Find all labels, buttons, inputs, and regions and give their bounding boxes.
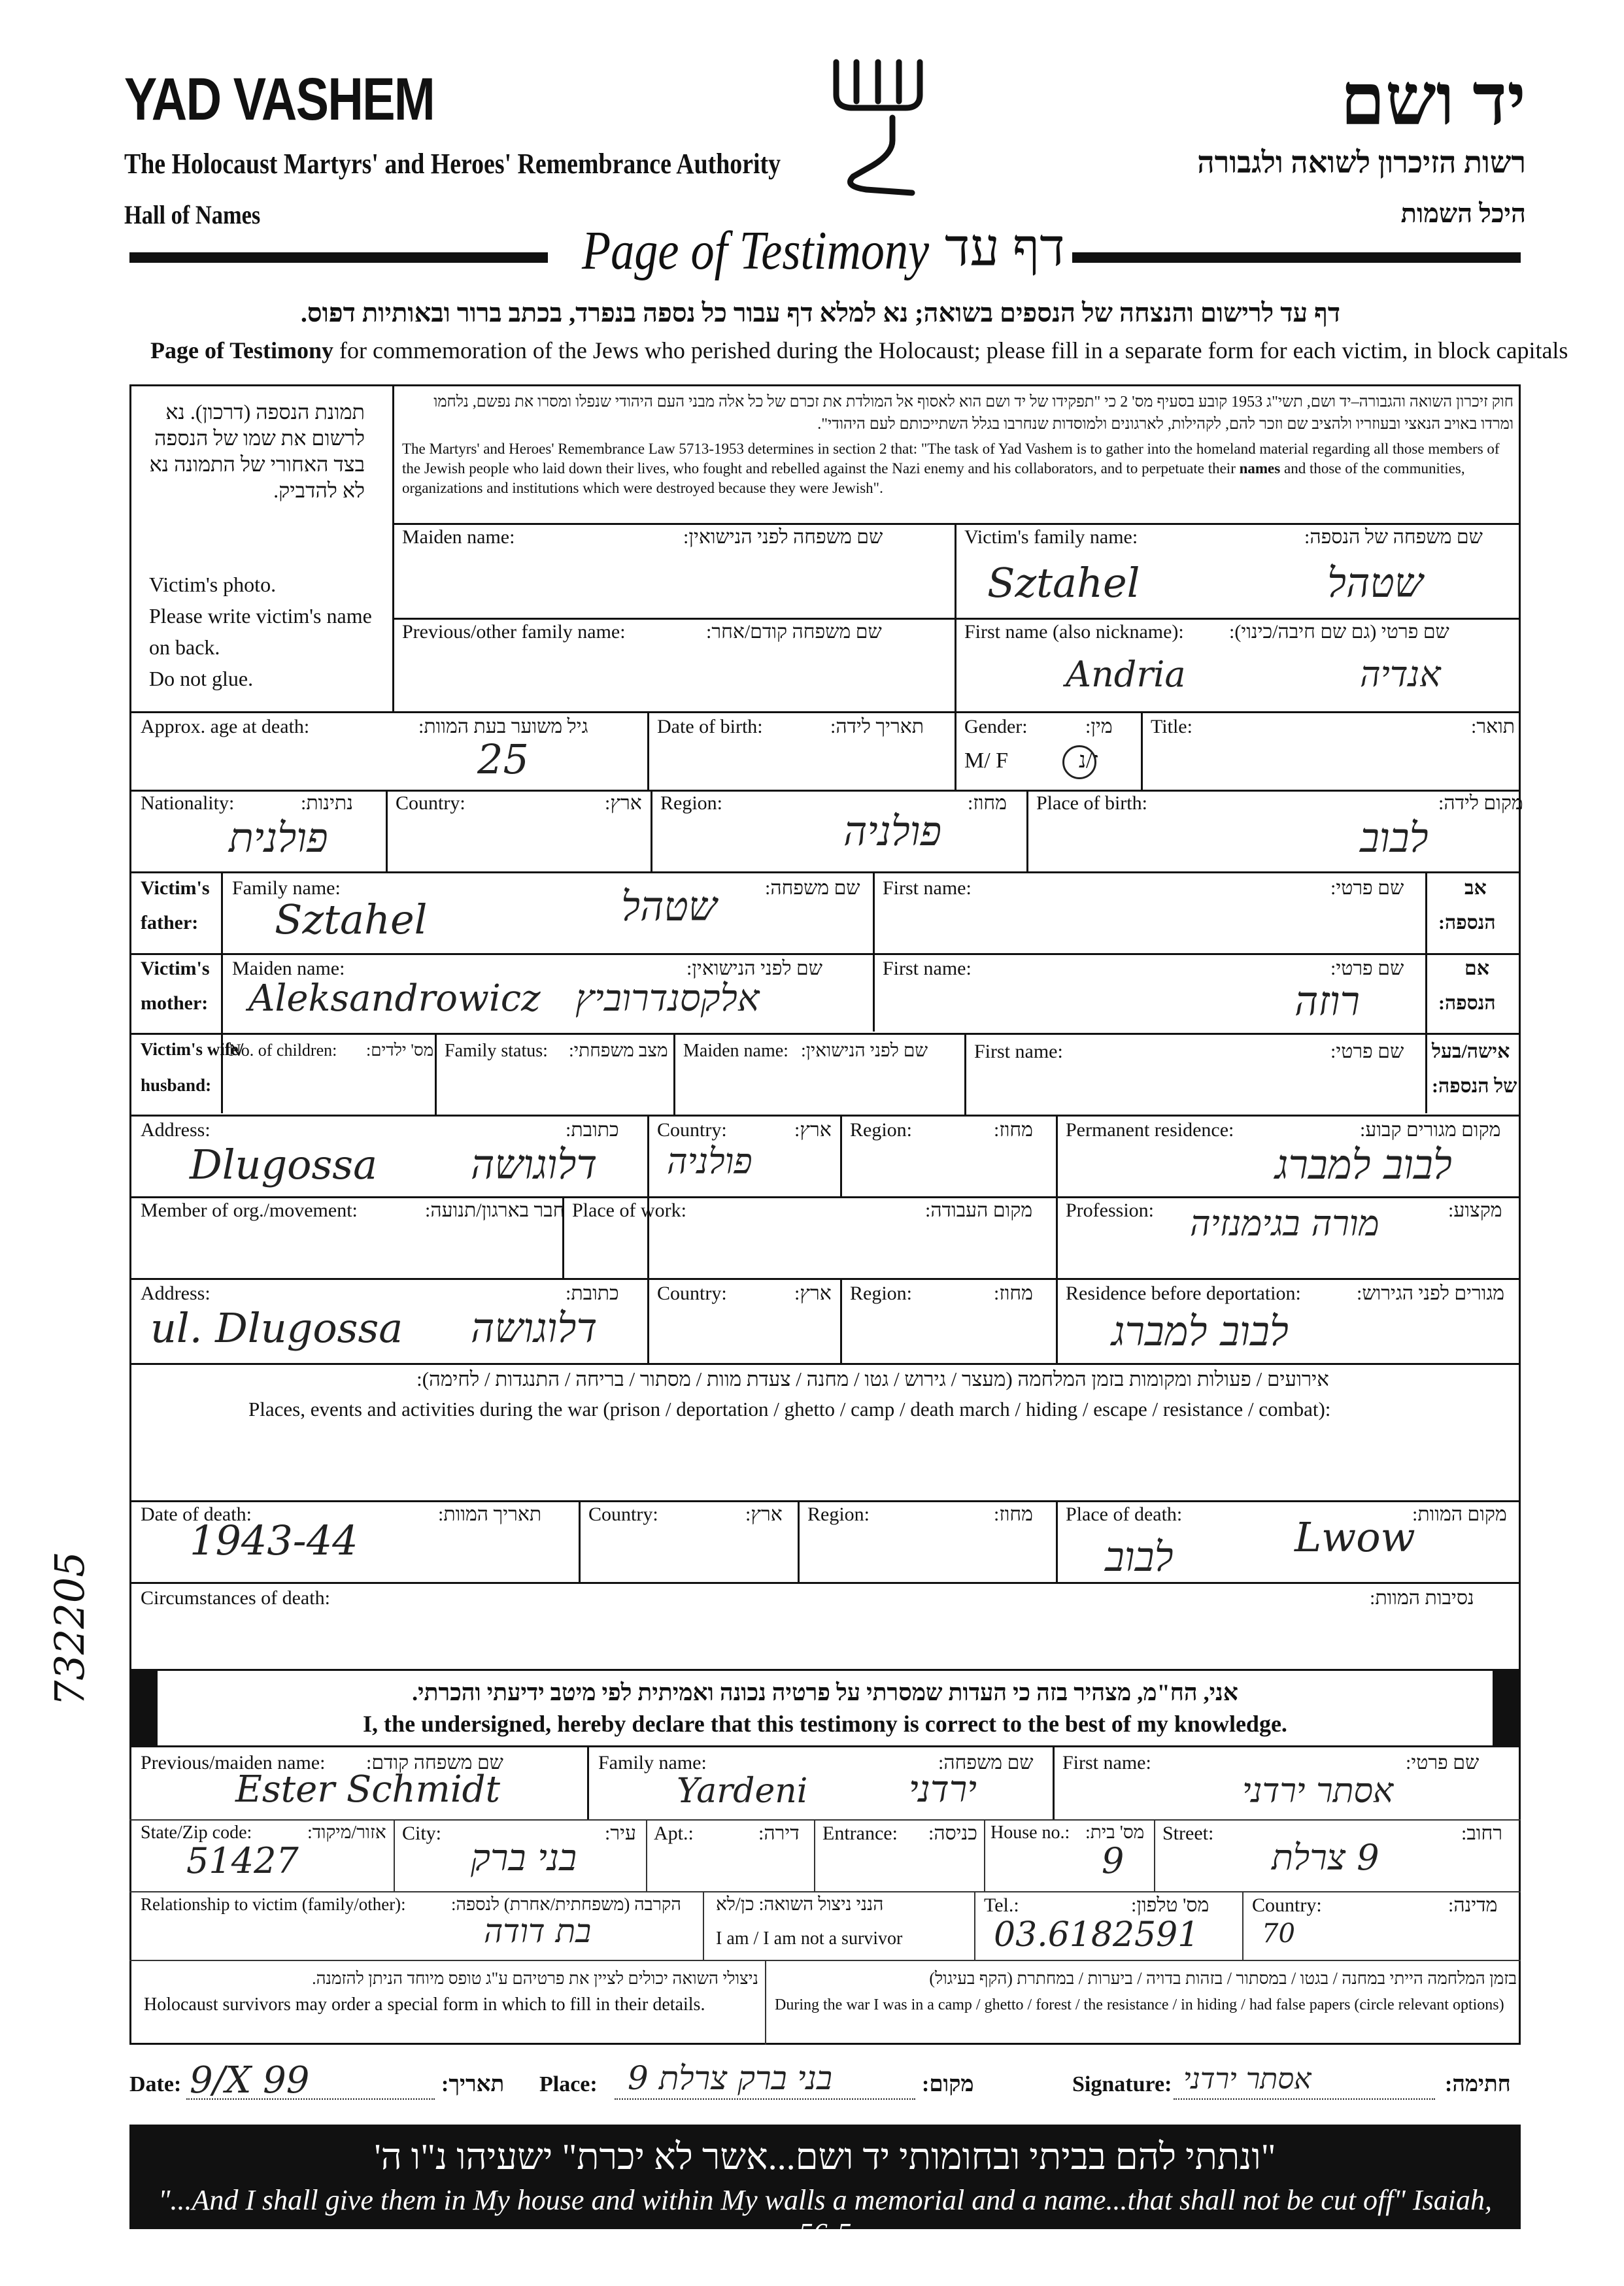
address-label-he: כתובת: (566, 1119, 619, 1141)
gender-label-he: מין: (1085, 716, 1113, 737)
address-country-label-he: ארץ: (794, 1119, 832, 1141)
mother-victims-label: Victim's (141, 958, 210, 979)
death-region-label-he: מחוז: (994, 1504, 1033, 1525)
footer-quote-en: "...And I shall give them in My house and within My walls a memorial and a name...that shall not be cut off" Isaiah, 56:5 (158, 2184, 1492, 2249)
father-label: father: (141, 912, 199, 933)
mother-maiden-name-he: אלקסנדרוביץ (575, 977, 760, 1020)
nationality-label: Nationality: (141, 792, 235, 814)
spouse-first-label: First name: (974, 1041, 1063, 1062)
pob-label: Place of birth: (1036, 792, 1147, 814)
mother-maiden-label: Maiden name: (232, 958, 345, 979)
gender-circle-mark (1062, 745, 1096, 779)
circumstances-label-he: נסיבות המוות: (1370, 1587, 1474, 1609)
father-he-label-2: הנספה: (1438, 912, 1496, 933)
footer-banner (129, 2125, 1521, 2249)
place-label: Place: (539, 2072, 598, 2096)
first-name-label: First name (also nickname): (964, 621, 1184, 643)
region-label: Region: (660, 792, 722, 814)
victim-address2: ul. Dlugossa (150, 1304, 403, 1352)
children-label: No. of children: (229, 1041, 337, 1060)
city-label: City: (402, 1823, 442, 1844)
circumstances-label: Circumstances of death: (141, 1587, 330, 1609)
perm-residence: לבוב למברג (1275, 1141, 1452, 1188)
wife-label-1: Victim's wife/ (141, 1039, 244, 1059)
yad-vashem-logo-icon (827, 56, 928, 206)
address-country-label: Country: (657, 1119, 727, 1141)
submitter-relationship: בת דודה (484, 1912, 592, 1950)
submitter-tel: 03.6182591 (994, 1915, 1200, 1955)
submitter-family-label: Family name: (598, 1752, 707, 1773)
death-country-label: Country: (588, 1504, 658, 1525)
org-name-en: YAD VASHEM (124, 66, 435, 133)
submitter-family-name-he: ירדני (909, 1768, 977, 1811)
victim-first-name: Andria (1066, 654, 1186, 695)
law-text-he: חוק זיכרון השואה והגבורה–יד ושם, תשי"ג 1953 קובע בסעיף מס' 2 כי "תפקידו של יד ושם הוא לאסוף אל המולדת את זכרם של כל אלה מבני העם היהודי שנפלו ומסרו את נפשם, נלחמו ומרדו באויב הנאצי ובעוזריו ולהציב שם וזכר להם, לקהילות, לארגונים ולמוסדות שנחרבו בגלל השתייכותם לעם היהודי". (433, 394, 1514, 433)
submitter-country-label: Country: (1252, 1894, 1322, 1916)
family-status-label: Family status: (445, 1041, 548, 1061)
photo-instructions-he: תמונת הנספה (דרכון). נא לרשום את שמו של הנספה בצד האחורי של התמונה נא לא להדביק. (149, 400, 365, 502)
org-name-he: יד ושם (1340, 60, 1526, 140)
wife-he-label-2: של הנספה: (1432, 1075, 1517, 1097)
father-family-name: Sztahel (275, 896, 428, 943)
date-of-death: 1943-44 (190, 1517, 358, 1564)
date-label-he: תאריך: (441, 2072, 505, 2096)
victim-nationality: פולנית (229, 814, 328, 862)
gender-label: Gender: (964, 716, 1028, 737)
entrance-label-he: כניסה: (928, 1823, 977, 1844)
place-of-work-label-he: מקום העבודה: (925, 1200, 1033, 1221)
authority-en: The Holocaust Martyrs' and Heroes' Remembrance Authority (124, 148, 781, 180)
footer-quote-he: "ונתתי להם בביתי ובחומותי יד ושם...אשר לא יכרת" ישעיהו נ"ו ה' (374, 2137, 1276, 2177)
residence-before-deportation: לבוב למברג (1111, 1307, 1289, 1355)
place-label-he: מקום: (922, 2072, 974, 2096)
father-victims-label: Victim's (141, 877, 210, 899)
survivor-label-he: הנני ניצול השואה: כן/לא (716, 1894, 884, 1915)
apt-label-he: דירה: (758, 1823, 800, 1844)
submitter-street: 9 צרלת (1272, 1837, 1379, 1878)
submitter-country-code: 70 (1262, 1919, 1295, 1949)
place-of-death: Lwow (1294, 1513, 1415, 1561)
place-of-death-he: לבוב (1105, 1533, 1174, 1581)
mother-first-label: First name: (883, 958, 972, 979)
mother-first-label-he: שם פרטי: (1330, 958, 1404, 979)
margin-archive-number: 732205 (46, 1551, 93, 1706)
res-before-label: Residence before deportation: (1066, 1283, 1301, 1304)
events-label: Places, events and activities during the war (prison / deportation / ghetto / camp / death march / hiding / escape / resistance / combat): (248, 1398, 1331, 1420)
prev-family-name-label: Previous/other family name: (402, 621, 626, 643)
submitter-city: בני ברק (471, 1837, 577, 1879)
mother-maiden-name: Aleksandrowicz (248, 977, 541, 1020)
house-no-label-he: מס' בית: (1085, 1823, 1145, 1843)
org-member-label-he: חבר בארגון/תנועה: (425, 1200, 565, 1221)
apt-label: Apt.: (654, 1823, 694, 1844)
mother-he-label-1: אם (1464, 958, 1489, 979)
title-label-he: תואר: (1471, 716, 1515, 737)
maiden-name-label-he: שם משפחה לפני הנישואין: (683, 526, 883, 548)
family-name-label: Victim's family name: (964, 526, 1138, 548)
profession-label-he: מקצוע: (1448, 1200, 1502, 1221)
address-label: Address: (141, 1119, 211, 1141)
city-label-he: עיר: (605, 1823, 636, 1844)
title-label: Title: (1151, 716, 1193, 737)
age-label-he: גיל משוער בעת המוות: (418, 716, 588, 737)
dob-label-he: תאריך לידה: (830, 716, 924, 737)
tel-label: Tel.: (984, 1894, 1019, 1916)
instructions-he: דף עד לרישום והנצחה של הנספים בשואה; נא למלא דף עבור כל נספה בנפרד, בכתב ברור ובאותיות דפוס. (300, 298, 1341, 328)
wartime-note-he: בזמן המלחמה הייתי במחנה / בגטו / במסתור / בזהות בדויה / ביערות / במחתרת (הקף בעיגול) (929, 1969, 1517, 1988)
father-first-label-he: שם פרטי: (1330, 877, 1404, 899)
events-label-he: אירועים / פעולות ומקומות בזמן המלחמה (מעצר / גירוש / גטו / מחנה / צעדת מוות / מסתור / בריחה / התנגדות / לחימה): (416, 1368, 1329, 1390)
perm-residence-label-he: מקום מגורים קבוע: (1360, 1119, 1501, 1141)
declaration-he: אני, הח"מ, מצהיר בזה כי העדות שמסרתי על פרטיה נכונה ואמיתית לפי מיטב ידיעתי והכרתי. (412, 1679, 1238, 1706)
victim-profession: מורה בגימנזיה (1190, 1203, 1379, 1244)
address2-country-label-he: ארץ: (794, 1283, 832, 1304)
survivors-note: Holocaust survivors may order a special form in which to fill in their details. (144, 1994, 705, 2015)
father-first-label: First name: (883, 877, 972, 899)
profession-label: Profession: (1066, 1200, 1154, 1221)
father-family-label-he: שם משפחה: (765, 877, 860, 899)
mother-first-name: רוזה (1294, 977, 1360, 1025)
signature-label: Signature: (1072, 2072, 1172, 2096)
hall-of-names-en: Hall of Names (124, 200, 261, 229)
page-title-en: Page of Testimony (582, 220, 930, 281)
submitter-first-name: אסתר ירדני (1242, 1772, 1394, 1811)
wartime-note: During the war I was in a camp / ghetto / forest / the resistance / in hiding / had false papers (circle relevant options) (775, 1996, 1504, 2013)
zip-label-he: אזור/מיקוד: (307, 1823, 386, 1843)
pod-label: Place of death: (1066, 1504, 1183, 1525)
spouse-maiden-label-he: שם לפני הנישואין: (801, 1041, 928, 1061)
address-region-label-he: מחוז: (994, 1119, 1033, 1141)
page-title-he: דף עד (945, 220, 1065, 277)
victim-family-name-he: שטהל (1327, 559, 1423, 607)
family-status-label-he: מצב משפחתי: (569, 1041, 668, 1061)
tel-label-he: מס' טלפון: (1131, 1894, 1210, 1916)
date-label: Date: (129, 2072, 182, 2096)
relationship-label: Relationship to victim (family/other): (141, 1894, 406, 1914)
entrance-label: Entrance: (822, 1823, 898, 1844)
law-text-en: The Martyrs' and Heroes' Remembrance Law 5713-1953 determines in section 2 that: "The task of Yad Vashem is to gather into the homeland material regarding all those members of the Jewish people who laid down their lives, who fought and rebelled against the Nazi enemy and his collaborators, and to perpetuate their names and those of the communities, organizations and institutions which were destroyed because they were Jewish". (402, 441, 1500, 496)
pob-label-he: מקום לידה: (1438, 792, 1523, 814)
prev-maiden-label: Previous/maiden name: (141, 1752, 326, 1773)
survivors-note-he: ניצולי השואה יכולים לציין את פרטיהם ע"ג טופס מיוחד הניתן להזמנה. (312, 1969, 758, 1988)
gender-options-he: ז/נ (1079, 748, 1098, 773)
spouse-first-label-he: שם פרטי: (1330, 1041, 1404, 1062)
children-label-he: מס' ילדים: (366, 1041, 434, 1060)
submitter-zip: 51427 (186, 1840, 299, 1881)
org-member-label: Member of org./movement: (141, 1200, 358, 1221)
address-country: פולניה (667, 1141, 753, 1182)
res-before-label-he: מגורים לפני הגירוש: (1357, 1283, 1505, 1304)
spouse-maiden-label: Maiden name: (683, 1041, 788, 1061)
survivor-label: I am / I am not a survivor (716, 1928, 903, 1949)
death-country-label-he: ארץ: (745, 1504, 783, 1525)
dod-label: Date of death: (141, 1504, 252, 1525)
victim-place-of-birth: לבוב (1360, 814, 1429, 862)
wife-he-label-1: אישה/בעל (1432, 1041, 1510, 1062)
nationality-label-he: נתינות: (301, 792, 353, 814)
father-family-label: Family name: (232, 877, 341, 899)
country-label-he: ארץ: (605, 792, 642, 814)
victim-address: Dlugossa (190, 1141, 378, 1188)
address2-label: Address: (141, 1283, 211, 1304)
declaration-box (129, 1669, 1521, 1747)
testimony-place: בני ברק צרלת 9 (628, 2059, 833, 2097)
father-family-name-he: שטהל (621, 882, 717, 930)
mother-maiden-label-he: שם לפני הנישואין: (686, 958, 822, 979)
street-label-he: רחוב: (1461, 1823, 1502, 1844)
zip-label: State/Zip code: (141, 1823, 252, 1843)
prev-family-name-label-he: שם משפחה קודם/אחר: (706, 621, 882, 643)
declaration-en: I, the undersigned, hereby declare that this testimony is correct to the best of my knowledge. (363, 1711, 1287, 1737)
maiden-name-label: Maiden name: (402, 526, 515, 548)
submitter-first-label: First name: (1062, 1752, 1151, 1773)
address2-region-label: Region: (850, 1283, 912, 1304)
victim-country: פולניה (843, 807, 942, 855)
gender-options: M/ F (964, 748, 1009, 773)
submitter-first-label-he: שם פרטי: (1406, 1752, 1480, 1773)
wife-label-2: husband: (141, 1075, 212, 1095)
victim-age: 25 (477, 735, 529, 783)
first-name-label-he: שם פרטי (גם שם חיבה/כינוי): (1229, 621, 1449, 643)
mother-label: mother: (141, 992, 209, 1014)
country-label: Country: (396, 792, 465, 814)
title-rule-left (129, 252, 548, 263)
victim-address2-he: דלוגושה (471, 1304, 598, 1352)
instructions-en: Page of Testimony for commemoration of the Jews who perished during the Holocaust; please fill in a separate form for each victim, in block capitals (150, 337, 1568, 363)
photo-instructions-en: Victim's photo. Please write victim's name on back. Do not glue. (149, 573, 372, 690)
title-rule-right (1072, 252, 1521, 263)
address-region-label: Region: (850, 1119, 912, 1141)
submitter-family-name: Yardeni (677, 1772, 808, 1811)
relationship-label-he: הקרבה (משפחתית/אחרת) לנספה: (451, 1894, 681, 1914)
dod-label-he: תאריך המוות: (438, 1504, 542, 1525)
place-of-work-label: Place of work: (572, 1200, 686, 1221)
hall-of-names-he: היכל השמות (1400, 199, 1526, 228)
street-label: Street: (1162, 1823, 1214, 1844)
submitter-house-no: 9 (1102, 1840, 1125, 1881)
house-no-label: House no.: (990, 1823, 1070, 1843)
prev-maiden-label-he: שם משפחה קודם: (366, 1752, 503, 1773)
address2-label-he: כתובת: (566, 1283, 619, 1304)
dob-label: Date of birth: (657, 716, 763, 737)
victim-first-name-he: אנדיה (1360, 654, 1441, 695)
victim-address-he: דלוגושה (471, 1141, 598, 1188)
address2-country-label: Country: (657, 1283, 727, 1304)
address2-region-label-he: מחוז: (994, 1283, 1033, 1304)
submitter-family-label-he: שם משפחה: (938, 1752, 1034, 1773)
region-label-he: מחוז: (968, 792, 1007, 814)
submitter-previous-name: Ester Schmidt (235, 1768, 500, 1811)
mother-he-label-2: הנספה: (1438, 992, 1496, 1014)
signature-label-he: חתימה: (1445, 2072, 1511, 2096)
pod-label-he: מקום המוות: (1412, 1504, 1507, 1525)
age-label: Approx. age at death: (141, 716, 310, 737)
authority-he: רשות הזיכרון לשואה ולגבורה (1197, 146, 1526, 179)
submitter-country-label-he: מדינה: (1448, 1894, 1498, 1916)
victim-family-name: Sztahel (987, 559, 1140, 607)
testimony-date: 9/X 99 (190, 2059, 310, 2102)
family-name-label-he: שם משפחה של הנספה: (1304, 526, 1483, 548)
father-he-label-1: אב (1464, 877, 1487, 899)
death-region-label: Region: (807, 1504, 870, 1525)
testimony-signature: אסתר ירדני (1183, 2062, 1311, 2096)
perm-residence-label: Permanent residence: (1066, 1119, 1234, 1141)
